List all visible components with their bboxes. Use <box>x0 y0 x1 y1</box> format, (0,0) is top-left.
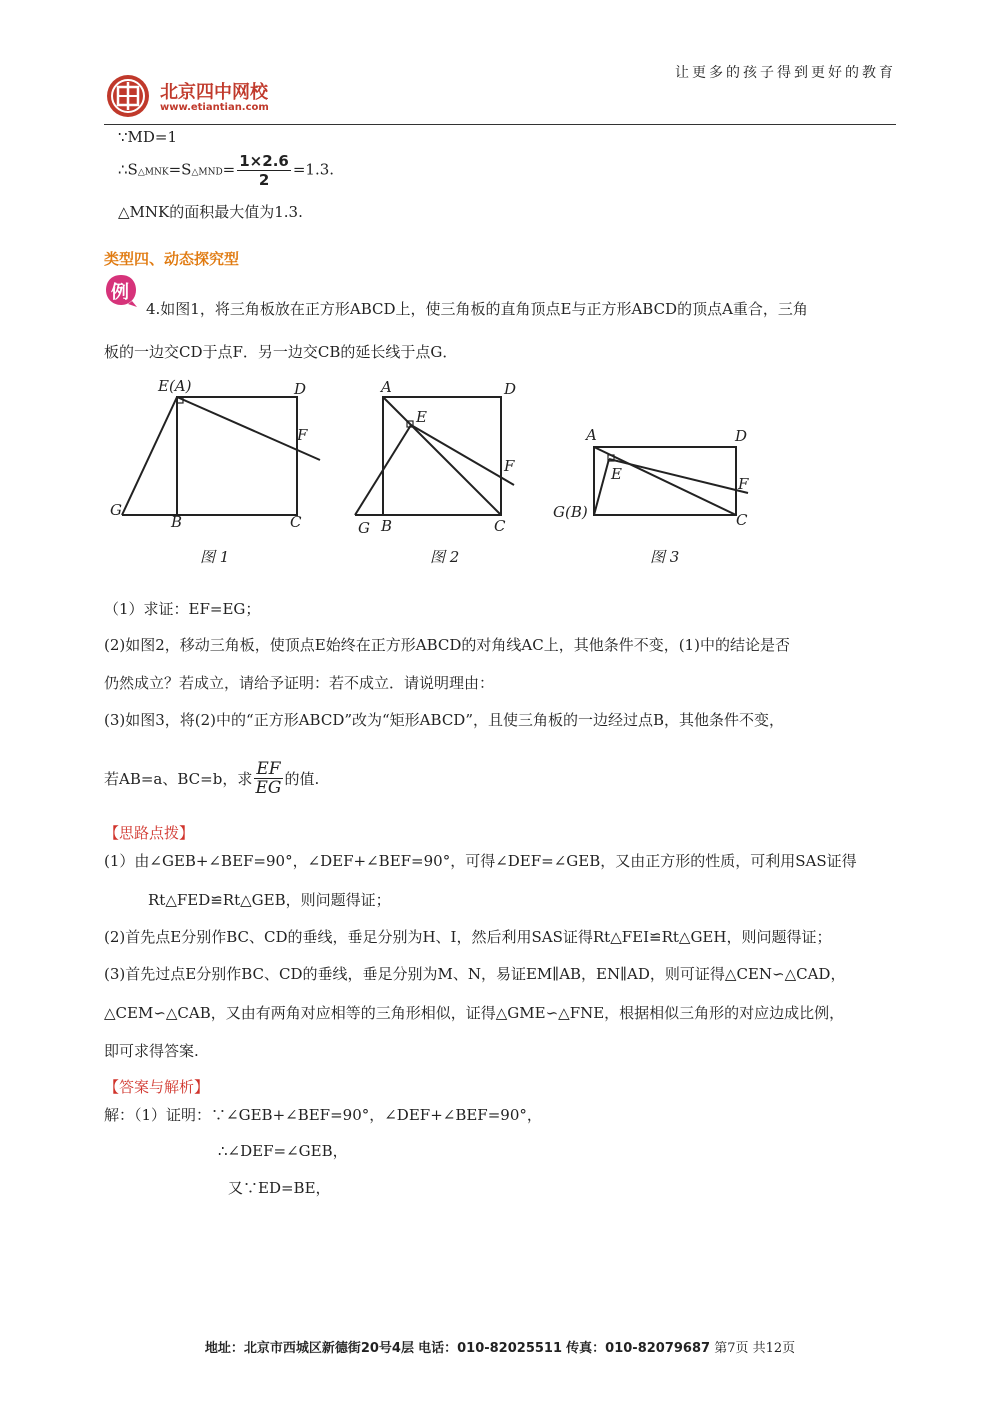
fig2-caption: 图 2 <box>430 548 460 566</box>
figures <box>100 375 900 575</box>
intro-frac-num: 1×2.6 <box>239 152 289 170</box>
intro-sub-mnd: △MND <box>191 167 223 178</box>
fig2-label-b: B <box>381 517 393 535</box>
fig2-label-a: A <box>381 378 392 396</box>
question-3a: (3)如图3，将(2)中的“正方形ABCD”改为“矩形ABCD”，且使三角板的一边经过点B，其他条件不变， <box>104 711 785 729</box>
fig3-label-c: C <box>736 511 748 529</box>
fig3-label-d: D <box>735 427 748 445</box>
figure-1 <box>122 397 320 515</box>
hint-title: 【思路点拨】 <box>104 824 195 842</box>
figure-2 <box>355 397 514 515</box>
question-2b: 仍然成立？若成立，请给予证明：若不成立．请说明理由： <box>104 674 495 692</box>
header-divider <box>104 124 896 125</box>
fig3-label-a: A <box>586 426 597 444</box>
fig1-caption: 图 1 <box>200 548 230 566</box>
answer-line-2: ∴∠DEF=∠GEB， <box>218 1142 348 1160</box>
fig2-label-d: D <box>504 380 517 398</box>
fig3-line-eg <box>594 459 609 515</box>
logo-title: 北京四中网校 <box>160 82 268 103</box>
footer-address: 地址：北京市西城区新德街20号4层 <box>204 1341 414 1356</box>
question-3-fraction <box>254 760 282 797</box>
q3-frac-num: EF <box>256 759 281 779</box>
hint-line-6: 即可求得答案. <box>104 1042 199 1060</box>
intro-eq: =S <box>168 160 192 179</box>
hint-line-5: △CEM∽△CAB，又由有两角对应相等的三角形相似，证得△GME∽△FNE，根据相似三角形的对应边成比例， <box>104 1004 845 1022</box>
hint-line-3: (2)首先点E分别作BC、CD的垂线，垂足分别为H、I，然后利用SAS证得Rt△FEI≌Rt△GEH，则问题得证； <box>104 928 832 946</box>
question-1: （1）求证：EF=EG； <box>104 600 261 618</box>
intro-line-1: ∵MD=1 <box>118 128 178 146</box>
intro-frac-den: 2 <box>258 171 270 189</box>
hint-line-1: (1）由∠GEB+∠BEF=90°，∠DEF+∠BEF=90°，可得∠DEF=∠GEB，又由正方形的性质，可利用SAS证得 <box>104 852 857 870</box>
intro-line-2 <box>118 152 334 189</box>
hint-line-4: (3)首先过点E分别作BC、CD的垂线，垂足分别为M、N，易证EM∥AB，EN∥AD，则可证得△CEN∽△CAD， <box>104 965 846 983</box>
fig1-label-d: D <box>294 380 307 398</box>
question-3b-suffix: 的值. <box>284 770 320 788</box>
fig1-label-f: F <box>297 426 308 444</box>
logo-url: www.etiantian.com <box>160 102 269 113</box>
footer-page: 第7页 共12页 <box>714 1341 796 1356</box>
intro-sub-mnk: △MNK <box>137 167 169 178</box>
example-badge-label: 例 <box>111 282 129 303</box>
problem-line-2: 板的一边交CD于点F．另一边交CB的延长线于点G． <box>104 343 458 361</box>
fig1-label-b: B <box>171 513 183 531</box>
fig3-label-gb: G(B) <box>553 503 588 521</box>
fig2-label-f: F <box>504 457 515 475</box>
fig3-label-f: F <box>738 475 749 493</box>
question-3b-prefix: 若AB=a、BC=b，求 <box>104 770 253 788</box>
fig1-label-ea: E(A) <box>158 377 192 395</box>
fig2-diagonal <box>383 397 501 515</box>
header-tagline: 让更多的孩子得到更好的教育 <box>675 65 896 81</box>
logo-emblem-icon <box>104 70 156 122</box>
hint-line-2: Rt△FED≌Rt△GEB，则问题得证； <box>148 891 391 909</box>
fig1-label-c: C <box>290 513 302 531</box>
fig3-label-e: E <box>611 465 622 483</box>
answer-line-3: 又∵ED=BE， <box>228 1179 331 1197</box>
fig2-label-e: E <box>416 408 427 426</box>
section-title: 类型四、动态探究型 <box>104 250 240 268</box>
intro-line-3: △MNK的面积最大值为1.3. <box>118 203 303 221</box>
problem-line-1: 4.如图1，将三角板放在正方形ABCD上，使三角板的直角顶点E与正方形ABCD的顶点A重合，三角 <box>146 300 808 318</box>
q3-frac-den: EG <box>255 778 282 798</box>
footer <box>0 1337 1000 1356</box>
answer-line-1: 解：（1）证明：∵∠GEB+∠BEF=90°，∠DEF+∠BEF=90°， <box>104 1106 542 1124</box>
fig1-line-eg <box>122 397 177 515</box>
question-2a: (2)如图2，移动三角板，使顶点E始终在正方形ABCD的对角线AC上，其他条件不变，(1)中的结论是否 <box>104 636 790 654</box>
intro-s-prefix: ∴S <box>118 160 138 179</box>
fig2-label-c: C <box>494 517 506 535</box>
intro-suffix: =1.3. <box>292 160 335 179</box>
intro-fraction <box>237 152 291 189</box>
fig1-label-g: G <box>110 501 122 519</box>
fig2-label-g: G <box>358 519 370 537</box>
fig1-square <box>177 397 297 515</box>
answer-title: 【答案与解析】 <box>104 1078 210 1096</box>
footer-phone: 电话：010-82025511 <box>418 1341 563 1356</box>
intro-eq2: = <box>222 160 236 179</box>
fig3-caption: 图 3 <box>650 548 680 566</box>
footer-fax: 传真：010-82079687 <box>566 1341 711 1356</box>
question-3b <box>104 760 319 797</box>
